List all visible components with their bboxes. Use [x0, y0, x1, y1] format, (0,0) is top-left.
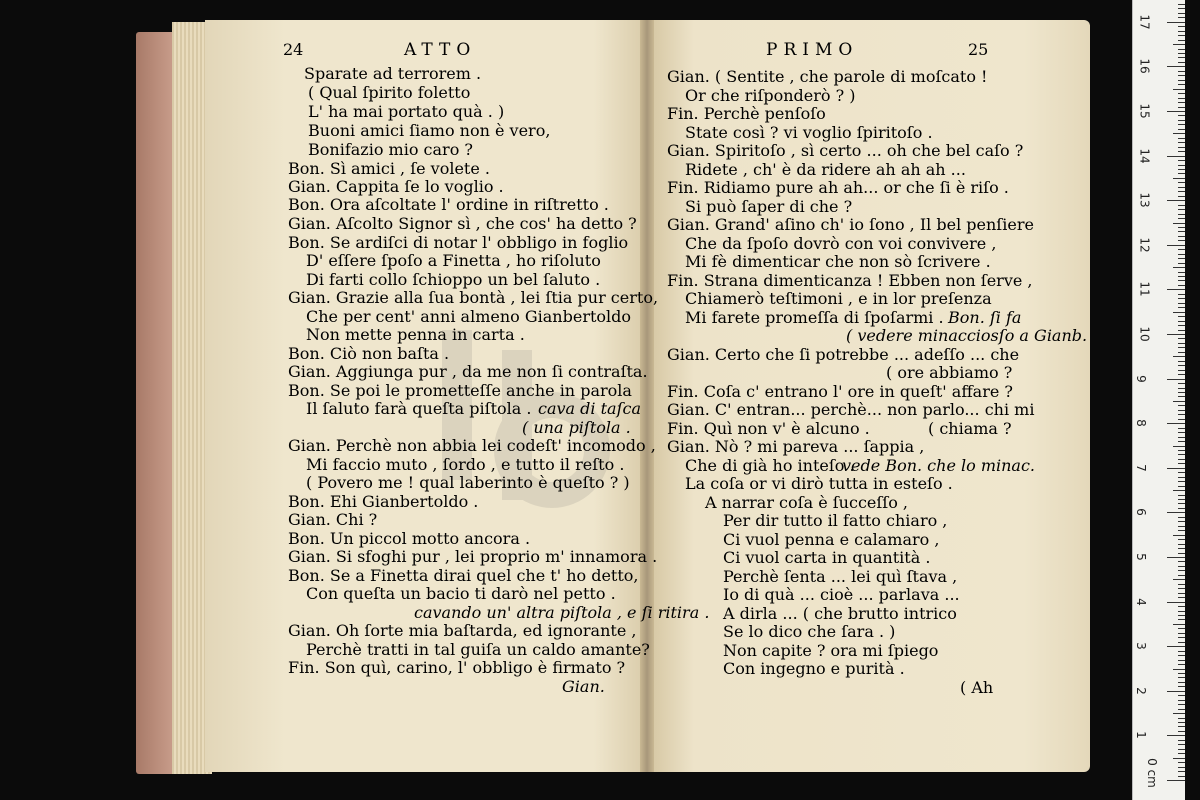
text-line: Bon. ſi fa — [948, 308, 1022, 327]
ruler-tick — [1178, 454, 1185, 455]
ruler-label: 8 — [1133, 419, 1148, 428]
text-line: Gian. Spiritoſo , sì certo ... oh che bel caſo ? — [667, 141, 1024, 160]
ruler-tick — [1178, 347, 1185, 348]
left-running-header: ATTO — [404, 40, 477, 60]
ruler-tick — [1178, 280, 1185, 281]
ruler-tick — [1178, 718, 1185, 719]
ruler-tick — [1178, 40, 1185, 41]
ruler-tick — [1178, 285, 1185, 286]
ruler-tick — [1178, 486, 1185, 487]
text-line: Gian. Cappita ſe lo voglio . — [288, 177, 504, 196]
text-line: Gian. Nò ? mi pareva ... ſappia , — [667, 437, 925, 456]
ruler-tick — [1167, 646, 1185, 647]
ruler-tick — [1178, 771, 1185, 772]
ruler-label: 14 — [1137, 147, 1152, 164]
ruler-tick — [1178, 338, 1185, 339]
ruler-tick — [1178, 361, 1185, 362]
text-line: Chiamerò teſtimoni , e in lor preſenza — [685, 289, 992, 308]
ruler-label: 15 — [1137, 103, 1152, 119]
ruler-tick — [1178, 740, 1185, 741]
ruler-tick — [1178, 343, 1185, 344]
ruler-tick — [1178, 566, 1185, 567]
ruler-tick — [1167, 423, 1185, 424]
ruler-tick — [1178, 450, 1185, 451]
text-line: Gian. Perchè non abbia lei codeſt' incomodo , — [288, 436, 656, 455]
text-line: Io di quà ... cioè ... parlava ... — [723, 585, 960, 604]
ruler-tick — [1178, 396, 1185, 397]
ruler-tick — [1167, 557, 1185, 558]
ruler-tick — [1178, 383, 1185, 384]
text-line: cavando un' altra piſtola , e ſi ritira . — [414, 603, 710, 622]
ruler-tick — [1178, 71, 1185, 72]
ruler-label: 10 — [1137, 326, 1152, 342]
ruler-tick — [1178, 611, 1185, 612]
ruler-tick — [1178, 49, 1185, 50]
ruler-tick — [1178, 303, 1185, 304]
ruler-tick — [1167, 512, 1185, 513]
text-line: vede Bon. che lo minac. — [842, 456, 1036, 475]
ruler-tick — [1178, 499, 1185, 500]
text-line: Bon. Se a Finetta dirai quel che t' ho detto, — [288, 566, 639, 585]
text-line: Bon. Se ardiſci di notar l' obbligo in foglio — [288, 233, 629, 252]
ruler-tick — [1178, 544, 1185, 545]
ruler-tick — [1178, 606, 1185, 607]
text-line: Mi faccio muto , ſordo , e tutto il reſto . — [306, 455, 625, 474]
ruler-tick — [1167, 156, 1185, 157]
ruler-tick — [1178, 588, 1185, 589]
ruler-tick — [1178, 731, 1185, 732]
ruler-label: 11 — [1137, 281, 1152, 298]
ruler-tick — [1178, 495, 1185, 496]
ruler-tick — [1178, 187, 1185, 188]
ruler-tick — [1178, 53, 1185, 54]
ruler-tick — [1178, 370, 1185, 371]
ruler-tick — [1178, 762, 1185, 763]
text-line: Fin. Quì non v' è alcuno . — [667, 419, 870, 438]
ruler-tick — [1178, 205, 1185, 206]
ruler-tick — [1178, 160, 1185, 161]
ruler-tick — [1178, 13, 1185, 14]
text-line: ( una piſtola . — [522, 418, 631, 437]
ruler-label: 2 — [1133, 686, 1148, 695]
ruler-tick — [1178, 682, 1185, 683]
ruler-tick — [1173, 312, 1185, 313]
ruler-tick — [1178, 767, 1185, 768]
ruler-tick — [1178, 548, 1185, 549]
text-line: Non capite ? ora mi ſpiego — [723, 641, 939, 660]
ruler-tick — [1178, 392, 1185, 393]
ruler-tick — [1178, 584, 1185, 585]
ruler-tick — [1178, 26, 1185, 27]
ruler-tick — [1173, 44, 1185, 45]
ruler-tick — [1167, 245, 1185, 246]
ruler-tick — [1178, 530, 1185, 531]
ruler-tick — [1178, 441, 1185, 442]
ruler-tick — [1178, 700, 1185, 701]
ruler-tick — [1173, 401, 1185, 402]
ruler-tick — [1178, 633, 1185, 634]
ruler-tick — [1178, 615, 1185, 616]
ruler-tick — [1178, 628, 1185, 629]
text-line: Or che riſponderò ? ) — [685, 86, 856, 105]
ruler-tick — [1178, 129, 1185, 130]
ruler-label: 5 — [1133, 553, 1148, 561]
text-line: Gian. C' entran... perchè... non parlo... chi mi — [667, 400, 1035, 419]
ruler-tick — [1178, 749, 1185, 750]
ruler-tick — [1173, 133, 1185, 134]
ruler-tick — [1178, 521, 1185, 522]
text-line: Fin. Ridiamo pure ah ah... or che ſi è riſo . — [667, 178, 1009, 197]
text-line: Gian. Certo che ſi potrebbe ... adeſſo ... che — [667, 345, 1020, 364]
text-line: Gian. Aſcolto Signor sì , che cos' ha detto ? — [288, 214, 637, 233]
text-line: Bon. Se poi le prometteſſe anche in parola — [288, 381, 632, 400]
ruler-tick — [1178, 107, 1185, 108]
ruler-tick — [1178, 459, 1185, 460]
text-line: Perchè tratti in tal guiſa un caldo amante? — [306, 640, 650, 659]
text-line: Gian. — [562, 677, 605, 696]
text-line: Gian. Oh ſorte mia baſtarda, ed ignorante , — [288, 621, 637, 640]
ruler-label: 3 — [1133, 642, 1148, 651]
ruler-tick — [1178, 726, 1185, 727]
ruler-tick — [1167, 735, 1185, 736]
ruler-label: 17 — [1137, 14, 1152, 30]
text-line: Non mette penna in carta . — [306, 325, 525, 344]
ruler-tick — [1167, 334, 1185, 335]
ruler-tick — [1178, 254, 1185, 255]
ruler-tick — [1178, 115, 1185, 116]
ruler-tick — [1167, 691, 1185, 692]
ruler-tick — [1178, 249, 1185, 250]
ruler-tick — [1167, 780, 1185, 781]
ruler-tick — [1173, 624, 1185, 625]
text-line: Gian. Grand' aſino ch' io ſono , Il bel penſiere — [667, 215, 1034, 234]
text-line: Bon. Ciò non baſta . — [288, 344, 450, 363]
ruler-tick — [1178, 93, 1185, 94]
ruler-tick — [1178, 419, 1185, 420]
text-line: Bon. Ora aſcoltate l' ordine in riſtretto . — [288, 195, 609, 214]
ruler-tick — [1167, 379, 1185, 380]
text-line: Si può ſaper di che ? — [685, 197, 853, 216]
text-line: Ci vuol carta in quantità . — [723, 548, 931, 567]
ruler-tick — [1173, 356, 1185, 357]
ruler-label: 12 — [1137, 237, 1152, 253]
right-running-header: PRIMO — [766, 40, 859, 60]
ruler-tick — [1178, 17, 1185, 18]
ruler-tick — [1178, 619, 1185, 620]
ruler-tick — [1178, 98, 1185, 99]
text-line: Fin. Coſa c' entrano l' ore in queſt' affare ? — [667, 382, 1013, 401]
text-line: Che di già ho inteſo . — [685, 456, 855, 475]
ruler-tick — [1178, 120, 1185, 121]
ruler-tick — [1173, 178, 1185, 179]
ruler-tick — [1178, 744, 1185, 745]
ruler-tick — [1178, 410, 1185, 411]
ruler-label: 4 — [1133, 597, 1148, 606]
ruler-tick — [1178, 276, 1185, 277]
ruler-tick — [1173, 446, 1185, 447]
text-line: ( Povero me ! qual laberinto è queſto ? ) — [306, 473, 630, 492]
text-line: Bon. Un piccol motto ancora . — [288, 529, 531, 548]
ruler-tick — [1178, 776, 1185, 777]
ruler-tick — [1178, 231, 1185, 232]
ruler-tick — [1178, 655, 1185, 656]
ruler-tick — [1178, 4, 1185, 5]
ruler-tick — [1178, 236, 1185, 237]
ruler-tick — [1178, 539, 1185, 540]
ruler-tick — [1178, 414, 1185, 415]
ruler-tick — [1178, 472, 1185, 473]
ruler-tick — [1178, 151, 1185, 152]
text-line: A dirla ... ( che brutto intrico — [723, 604, 957, 623]
text-line: cava di taſca — [538, 399, 641, 418]
ruler-tick — [1178, 258, 1185, 259]
ruler-tick — [1178, 298, 1185, 299]
text-line: Ridete , ch' è da ridere ah ah ah ... — [685, 160, 966, 179]
ruler-label: 7 — [1133, 463, 1148, 472]
ruler-tick — [1173, 89, 1185, 90]
ruler-unit-label: 0 cm — [1144, 758, 1159, 788]
ruler-tick — [1178, 196, 1185, 197]
ruler-tick — [1178, 503, 1185, 504]
ruler-tick — [1178, 182, 1185, 183]
ruler-tick — [1178, 673, 1185, 674]
ruler-tick — [1178, 263, 1185, 264]
ruler-tick — [1178, 75, 1185, 76]
ruler-tick — [1178, 316, 1185, 317]
ruler-tick — [1178, 374, 1185, 375]
ruler-tick — [1178, 330, 1185, 331]
text-line: Bon. Sì amici , ſe volete . — [288, 159, 490, 178]
text-line: Se lo dico che ſara . ) — [723, 622, 896, 641]
ruler-tick — [1178, 142, 1185, 143]
text-line: ( Ah — [960, 678, 994, 697]
text-line: La coſa or vi dirò tutta in esteſo . — [685, 474, 953, 493]
text-line: ( Qual ſpirito foletto — [308, 83, 471, 102]
ruler-tick — [1178, 209, 1185, 210]
ruler-tick — [1178, 477, 1185, 478]
ruler-tick — [1173, 490, 1185, 491]
text-line: Gian. Chi ? — [288, 510, 378, 529]
ruler-tick — [1178, 642, 1185, 643]
text-line: ( ore abbiamo ? — [886, 363, 1013, 382]
ruler-tick — [1178, 321, 1185, 322]
ruler-tick — [1178, 102, 1185, 103]
text-line: Bon. Ehi Gianbertoldo . — [288, 492, 479, 511]
text-line: Fin. Son quì, carino, l' obbligo è firmato ? — [288, 658, 626, 677]
ruler-tick — [1178, 575, 1185, 576]
text-line: Ci vuol penna e calamaro , — [723, 530, 940, 549]
ruler-tick — [1178, 138, 1185, 139]
ruler-tick — [1178, 526, 1185, 527]
text-line: Perchè ſenta ... lei quì ſtava , — [723, 567, 958, 586]
ruler-label: 13 — [1137, 192, 1152, 208]
text-line: L' ha mai portato quà . ) — [308, 102, 505, 121]
text-line: Con ingegno e purità . — [723, 659, 905, 678]
measuring-ruler — [1132, 0, 1185, 800]
ruler-tick — [1178, 405, 1185, 406]
ruler-tick — [1178, 169, 1185, 170]
ruler-tick — [1178, 173, 1185, 174]
text-line: Con queſta un bacio ti darò nel petto . — [306, 584, 616, 603]
ruler-tick — [1178, 561, 1185, 562]
ruler-tick — [1178, 722, 1185, 723]
text-line: A narrar coſa è ſucceſſo , — [705, 493, 909, 512]
ruler-tick — [1173, 223, 1185, 224]
ruler-tick — [1173, 579, 1185, 580]
text-line: Gian. Aggiunga pur , da me non ſi contraſta. — [288, 362, 648, 381]
ruler-tick — [1178, 463, 1185, 464]
ruler-tick — [1173, 669, 1185, 670]
ruler-tick — [1178, 432, 1185, 433]
ruler-tick — [1178, 704, 1185, 705]
ruler-tick — [1178, 660, 1185, 661]
text-line: Che per cent' anni almeno Gianbertoldo — [306, 307, 632, 326]
ruler-tick — [1178, 325, 1185, 326]
ruler-tick — [1167, 289, 1185, 290]
ruler-tick — [1178, 637, 1185, 638]
text-line: Gian. ( Sentite , che parole di moſcato ! — [667, 67, 988, 86]
ruler-label: 1 — [1133, 731, 1148, 740]
ruler-tick — [1178, 677, 1185, 678]
ruler-tick — [1178, 428, 1185, 429]
ruler-tick — [1178, 227, 1185, 228]
ruler-tick — [1178, 57, 1185, 58]
ruler-tick — [1173, 535, 1185, 536]
ruler-tick — [1178, 664, 1185, 665]
ruler-tick — [1178, 272, 1185, 273]
ruler-tick — [1178, 8, 1185, 9]
text-line: State così ? vi voglio ſpiritoſo . — [685, 123, 933, 142]
ruler-tick — [1178, 165, 1185, 166]
ruler-tick — [1178, 481, 1185, 482]
ruler-tick — [1178, 147, 1185, 148]
ruler-tick — [1178, 294, 1185, 295]
ruler-tick — [1178, 753, 1185, 754]
text-line: Mi fè dimenticar che non sò ſcrivere . — [685, 252, 991, 271]
ruler-label: 6 — [1133, 508, 1148, 517]
text-line: Per dir tutto il fatto chiaro , — [723, 511, 948, 530]
ruler-tick — [1178, 31, 1185, 32]
ruler-tick — [1178, 218, 1185, 219]
ruler-tick — [1178, 35, 1185, 36]
ruler-tick — [1178, 517, 1185, 518]
ruler-tick — [1178, 695, 1185, 696]
text-line: D' eſſere ſpoſo a Finetta , ho riſoluto — [306, 251, 601, 270]
text-line: Buoni amici ſiamo non è vero, — [308, 121, 551, 140]
text-line: Fin. Strana dimenticanza ! Ebben non ſerve , — [667, 271, 1033, 290]
ruler-tick — [1178, 62, 1185, 63]
ruler-tick — [1173, 758, 1185, 759]
ruler-tick — [1167, 66, 1185, 67]
text-line: ( vedere minacciosſo a Gianb. — [846, 326, 1088, 345]
text-line: Gian. Grazie alla ſua bontà , lei ſtia pur certo, — [288, 288, 659, 307]
text-line: Di farti collo ſchioppo un bel ſaluto . — [306, 270, 601, 289]
ruler-tick — [1178, 686, 1185, 687]
ruler-tick — [1178, 214, 1185, 215]
ruler-tick — [1178, 307, 1185, 308]
ruler-tick — [1167, 22, 1185, 23]
ruler-tick — [1178, 191, 1185, 192]
ruler-tick — [1178, 352, 1185, 353]
text-line: Mi farete promeſſa di ſpoſarmi . — [685, 308, 944, 327]
text-line: Sparate ad terrorem . — [304, 64, 482, 83]
ruler-tick — [1178, 553, 1185, 554]
ruler-tick — [1178, 240, 1185, 241]
text-line: Che da ſpoſo dovrò con voi convivere , — [685, 234, 997, 253]
ruler-tick — [1178, 80, 1185, 81]
ruler-tick — [1167, 468, 1185, 469]
ruler-label: 16 — [1137, 58, 1152, 75]
ruler-label: 9 — [1133, 374, 1148, 383]
ruler-tick — [1178, 570, 1185, 571]
text-line: Il ſaluto farà queſta piſtola . — [306, 399, 532, 418]
ruler-tick — [1178, 593, 1185, 594]
text-line: Gian. Si sfoghi pur , lei proprio m' innamora . — [288, 547, 658, 566]
ruler-tick — [1173, 713, 1185, 714]
left-page-number: 24 — [283, 40, 304, 59]
ruler-tick — [1178, 84, 1185, 85]
ruler-tick — [1167, 200, 1185, 201]
ruler-tick — [1167, 111, 1185, 112]
text-line: Fin. Perchè penſoſo — [667, 104, 826, 123]
ruler-tick — [1178, 651, 1185, 652]
ruler-tick — [1178, 388, 1185, 389]
text-line: Bonifazio mio caro ? — [308, 140, 473, 159]
ruler-tick — [1167, 602, 1185, 603]
ruler-tick — [1178, 437, 1185, 438]
ruler-tick — [1178, 508, 1185, 509]
ruler-tick — [1173, 267, 1185, 268]
text-line: ( chiama ? — [928, 419, 1012, 438]
right-page-number: 25 — [968, 40, 989, 59]
ruler-tick — [1178, 597, 1185, 598]
ruler-tick — [1178, 709, 1185, 710]
ruler-tick — [1178, 365, 1185, 366]
ruler-tick — [1178, 124, 1185, 125]
